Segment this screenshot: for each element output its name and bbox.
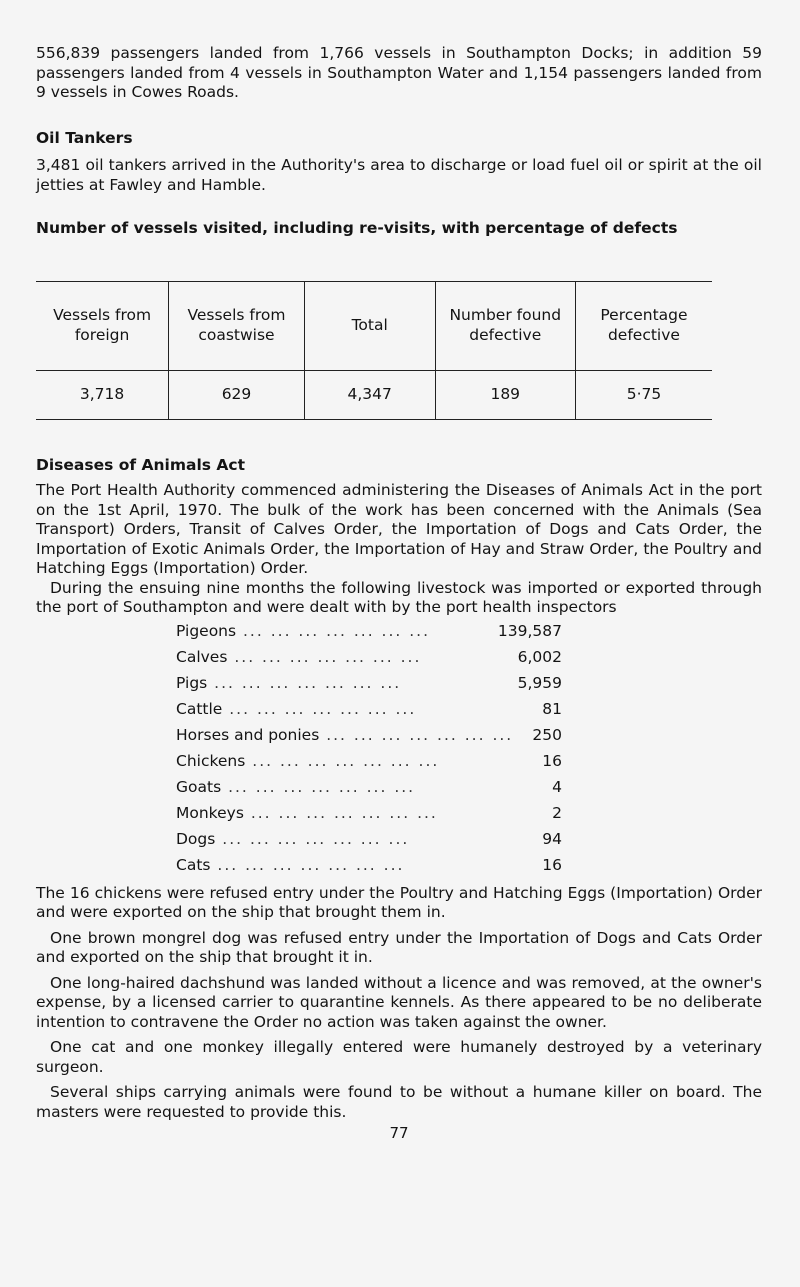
oil-tankers-heading: Oil Tankers bbox=[36, 128, 133, 147]
list-item bbox=[176, 722, 562, 748]
leader-dots: ... ... ... ... ... ... ... bbox=[207, 673, 402, 692]
livestock-name bbox=[176, 722, 513, 748]
diseases-paragraph-2: During the ensuing nine months the following livestock was imported or exported through the port of Southampton and were dealt with by the port health inspectors bbox=[36, 578, 762, 616]
livestock-label: Dogs bbox=[176, 829, 216, 848]
table-header-percentage: Percentage defective bbox=[575, 281, 712, 370]
table-row bbox=[36, 370, 712, 419]
list-item bbox=[176, 826, 562, 852]
table-header-total: Total bbox=[304, 281, 435, 370]
table-cell-coastwise: 629 bbox=[169, 370, 305, 419]
livestock-count: 81 bbox=[542, 699, 562, 718]
oil-tankers-paragraph: 3,481 oil tankers arrived in the Authority's area to discharge or load fuel oil or spirit at the oil jetties at Fawley and Hamble. bbox=[36, 156, 762, 194]
livestock-list bbox=[176, 618, 562, 878]
list-item bbox=[176, 696, 562, 722]
livestock-label: Cats bbox=[176, 855, 211, 874]
livestock-label: Chickens bbox=[176, 751, 246, 770]
cat-monkey-paragraph: One cat and one monkey illegally entered were humanely destroyed by a veterinary surgeon. bbox=[36, 1038, 762, 1076]
livestock-count: 16 bbox=[542, 855, 562, 874]
leader-dots: ... ... ... ... ... ... ... bbox=[227, 647, 422, 666]
livestock-label: Cattle bbox=[176, 699, 223, 718]
table-cell-foreign: 3,718 bbox=[79, 384, 125, 403]
leader-dots: ... ... ... ... ... ... ... bbox=[210, 855, 405, 874]
leader-dots: ... ... ... ... ... ... ... bbox=[221, 777, 416, 796]
livestock-name bbox=[176, 852, 486, 878]
diseases-heading: Diseases of Animals Act bbox=[36, 455, 246, 474]
livestock-name bbox=[176, 696, 486, 722]
livestock-name bbox=[176, 618, 486, 644]
livestock-label: Calves bbox=[176, 647, 228, 666]
livestock-name bbox=[176, 644, 486, 670]
dog-paragraph: One brown mongrel dog was refused entry under the Importation of Dogs and Cats Order and exported on the ship that brought it in. bbox=[36, 928, 762, 966]
livestock-name bbox=[176, 748, 486, 774]
ships-paragraph: Several ships carrying animals were found to be without a humane killer on board. The masters were requested to provide this. bbox=[36, 1083, 762, 1121]
leader-dots: ... ... ... ... ... ... ... bbox=[319, 725, 514, 744]
livestock-count: 5,959 bbox=[517, 673, 562, 692]
livestock-name bbox=[176, 826, 486, 852]
table-header-foreign: Vessels from foreign bbox=[36, 281, 169, 370]
table-header-coastwise: Vessels from coastwise bbox=[169, 281, 305, 370]
livestock-count: 4 bbox=[552, 777, 562, 796]
leader-dots: ... ... ... ... ... ... ... bbox=[222, 699, 417, 718]
livestock-count: 2 bbox=[552, 803, 562, 822]
list-item bbox=[176, 852, 562, 878]
table-cell-percentage: 5·75 bbox=[575, 370, 712, 419]
list-item bbox=[176, 800, 562, 826]
chickens-paragraph: The 16 chickens were refused entry under the Poultry and Hatching Eggs (Importation) Order and were exported on the ship that brought them in. bbox=[36, 883, 762, 921]
livestock-name bbox=[176, 670, 486, 696]
leader-dots: ... ... ... ... ... ... ... bbox=[245, 751, 440, 770]
list-item bbox=[176, 774, 562, 800]
table-cell-defective: 189 bbox=[435, 370, 575, 419]
livestock-label: Pigeons bbox=[176, 621, 237, 640]
livestock-label: Horses and ponies bbox=[176, 725, 320, 744]
leader-dots: ... ... ... ... ... ... ... bbox=[243, 803, 438, 822]
table-header-defective: Number found defective bbox=[435, 281, 575, 370]
list-item bbox=[176, 670, 562, 696]
vessels-defects-table bbox=[36, 281, 712, 420]
livestock-label: Monkeys bbox=[176, 803, 244, 822]
list-item bbox=[176, 618, 562, 644]
leader-dots: ... ... ... ... ... ... ... bbox=[236, 621, 431, 640]
dachshund-paragraph: One long-haired dachshund was landed without a licence and was removed, at the owner's expense, by a licensed carrier to quarantine kennels. As there appeared to be no deliberate intention to contravene the Order no action was taken against the owner. bbox=[36, 973, 762, 1031]
vessels-visited-heading: Number of vessels visited, including re-visits, with percentage of defects bbox=[36, 219, 678, 237]
list-item bbox=[176, 748, 562, 774]
intro-paragraph: 556,839 passengers landed from 1,766 vessels in Southampton Docks; in addition 59 passengers landed from 4 vessels in Southampton Water and 1,154 passengers landed from 9 vessels in Cowes Roads. bbox=[36, 44, 762, 101]
livestock-name bbox=[176, 774, 486, 800]
diseases-paragraph-1: The Port Health Authority commenced administering the Diseases of Animals Act in the port on the 1st April, 1970. The bulk of the work has been concerned with the Animals (Sea Transport) Orders, Transit of Calves Order, the Importation of Dogs and Cats Order, the Importation of Exotic Animals Order, the Importation of Hay and Straw Order, the Poultry and Hatching Eggs (Importation) Order. bbox=[36, 481, 762, 577]
livestock-count: 16 bbox=[542, 751, 562, 770]
list-item bbox=[176, 644, 562, 670]
livestock-label: Pigs bbox=[176, 673, 208, 692]
livestock-name bbox=[176, 800, 486, 826]
livestock-count: 250 bbox=[532, 725, 562, 744]
livestock-label: Goats bbox=[176, 777, 222, 796]
livestock-count: 6,002 bbox=[517, 647, 562, 666]
leader-dots: ... ... ... ... ... ... ... bbox=[215, 829, 410, 848]
page-number: 77 bbox=[389, 1124, 409, 1142]
document-page bbox=[36, 44, 762, 1144]
livestock-count: 94 bbox=[542, 829, 562, 848]
livestock-count: 139,587 bbox=[497, 621, 562, 640]
table-cell-total: 4,347 bbox=[304, 370, 435, 419]
